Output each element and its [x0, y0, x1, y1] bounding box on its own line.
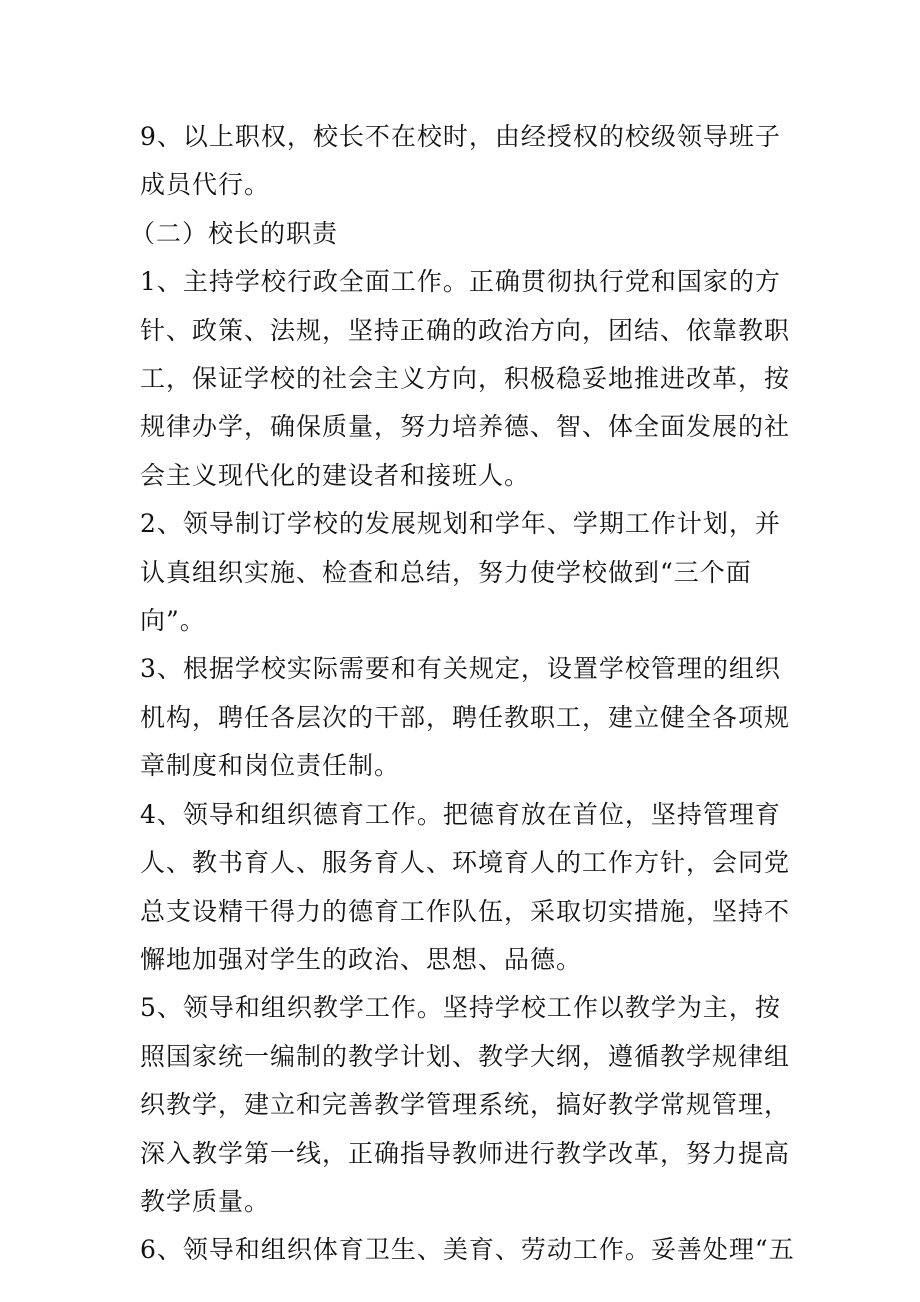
- paragraph-duty-1: 1、主持学校行政全面工作。正确贯彻执行党和国家的方针、政策、法规，坚持正确的政治方向，团结、依靠教职工，保证学校的社会主义方向，积极稳妥地推进改革，按规律办学，确保质量，努力培养德、智、体全面发展的社会主义现代化的建设者和接班人。: [140, 267, 791, 490]
- document-body: [130, 113, 800, 1275]
- paragraph-duty-3: 3、根据学校实际需要和有关规定，设置学校管理的组织机构，聘任各层次的干部，聘任教职工，建立健全各项规章制度和岗位责任制。: [140, 654, 791, 781]
- paragraph-duty-2: 2、领导制订学校的发展规划和学年、学期工作计划，并认真组织实施、检查和总结，努力使学校做到“三个面向”。: [140, 509, 781, 636]
- paragraph-duty-5: 5、领导和组织教学工作。坚持学校工作以教学为主，按照国家统一编制的教学计划、教学大纲，遵循教学规律组织教学，建立和完善教学管理系统，搞好教学常规管理，深入教学第一线，正确指导教师进行教学改革，努力提高教学质量。: [140, 993, 791, 1216]
- paragraph-duty-4: 4、领导和组织德育工作。把德育放在首位，坚持管理育人、教书育人、服务育人、环境育人的工作方针，会同党总支设精干得力的德育工作队伍，采取切实措施，坚持不懈地加强对学生的政治、思想、品德。: [140, 799, 791, 974]
- paragraph-item-9: 9、以上职权，校长不在校时，由经授权的校级领导班子成员代行。: [140, 122, 781, 200]
- paragraph-duty-6: 6、领导和组织体育卫生、美育、劳动工作。妥善处理“五: [140, 1235, 795, 1265]
- section-heading-principal-duties: （二）校长的职责: [130, 218, 339, 248]
